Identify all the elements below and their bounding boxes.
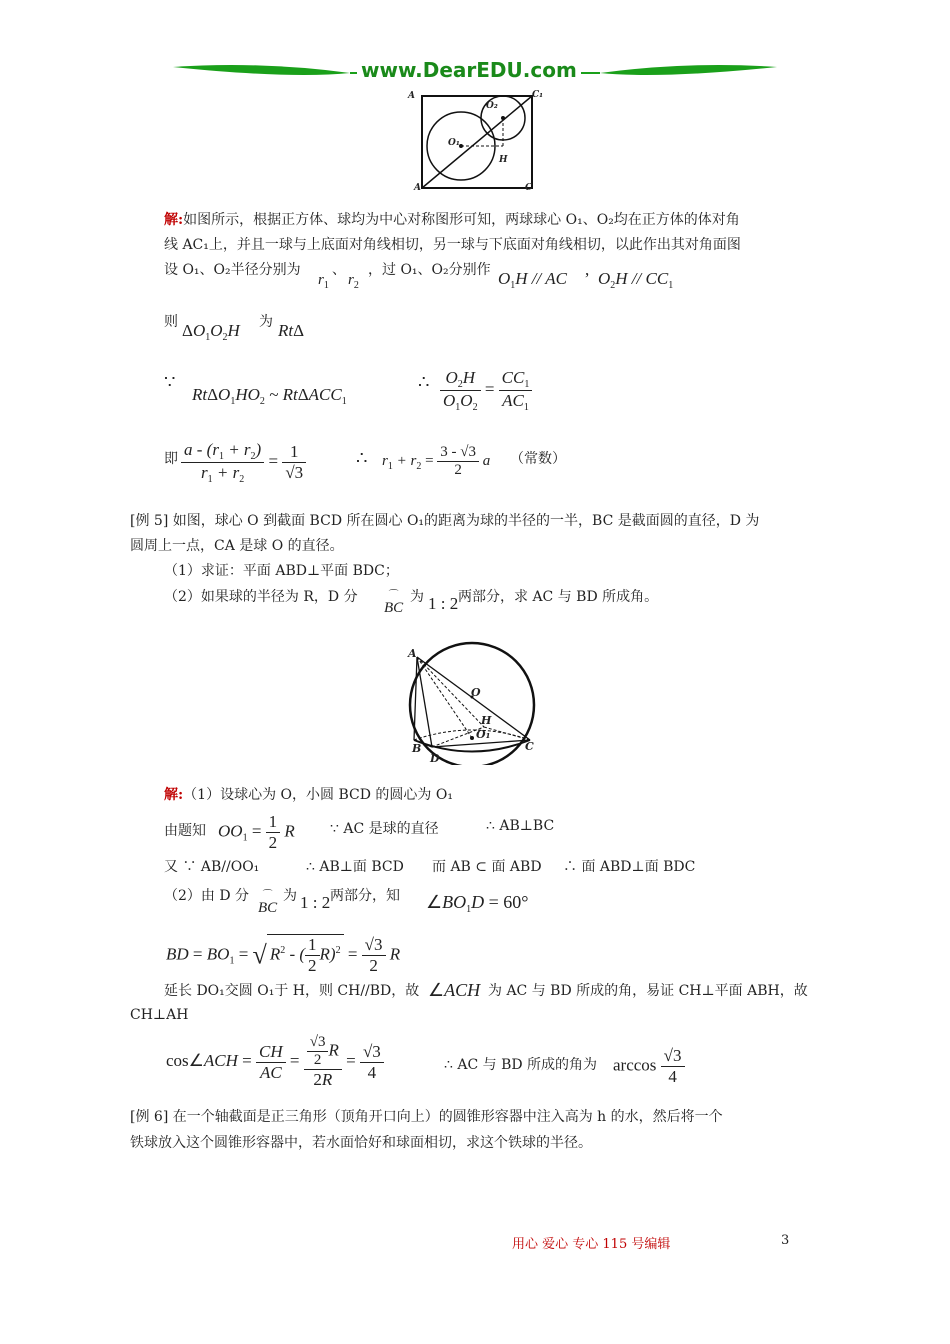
- sphere-label-b: B: [412, 742, 422, 755]
- math-bd: BD = $BO_1$ = √ $R^2$ - ( $\frac{1}{2}$ R)$^2$ = $\frac{√3}{2}$ R: [166, 935, 401, 975]
- sol2-p2b: ∵ AC 是球的直径: [330, 821, 439, 837]
- sol1-line3a: 设 O₁、O₂半径分别为: [164, 262, 301, 278]
- math-angle-bo1d: $\angle BO_1D = 60^\circ$: [426, 892, 529, 915]
- sol2-p3c: 而 AB ⊂ 面 ABD: [432, 859, 542, 875]
- edge-ad: [417, 657, 432, 747]
- sol1-because: ∵: [164, 372, 176, 392]
- sol2-p5a: 延长 DO₁交圆 O₁于 H，则 CH//BD，故: [164, 983, 420, 999]
- ex5-line2: 圆周上一点，CA 是球 O 的直径。: [130, 538, 344, 554]
- sol2-p3b: ∴ AB⊥面 BCD: [306, 859, 404, 875]
- math-ratio-a: $\frac{a - (r_1 + r_2)}{r_1 + r_2}$ = $\frac{1}{√3}$: [181, 440, 306, 485]
- label-a-bottom: A: [414, 183, 421, 193]
- math-angle-ach: ∠ACH: [428, 980, 481, 1000]
- math-r2: $r_2$: [348, 272, 359, 291]
- sphere-label-o: O: [471, 686, 481, 699]
- edge-ao1: [417, 657, 472, 738]
- sol2-p2c: ∴ AB⊥BC: [486, 818, 555, 834]
- sol2-p4c: 两部分，知: [330, 888, 400, 904]
- sol2-p4a: （2）由 D 分: [164, 888, 250, 904]
- math-oo1: $OO_1$ = $\frac{1}{2}$ R: [218, 812, 295, 852]
- label-c-bottom: C: [525, 183, 533, 193]
- math-o2h-cc1: $O_2H // CC_1$: [598, 269, 674, 291]
- math-rt-triangle: RtΔ: [278, 321, 305, 340]
- label-o2: O₂: [486, 101, 498, 111]
- sphere-label-o1: O₁: [476, 728, 491, 741]
- sol2-label: 解:: [164, 787, 184, 803]
- sphere-label-h: H: [481, 714, 492, 727]
- page-number: 3: [781, 1233, 790, 1248]
- sphere-label-d: D: [430, 752, 440, 765]
- ex5-line1: [例 5] 如图，球心 O 到截面 BCD 所在圆心 O₁的距离为球的半径的一半，BC 是截面圆的直径，D 为: [130, 513, 760, 529]
- ex5-q2a: （2）如果球的半径为 R，D 分: [164, 589, 358, 605]
- sol1-label: 解:: [164, 212, 184, 228]
- math-comma: ,: [585, 260, 590, 279]
- sol1-line3c: ，过 O₁、O₂分别作: [368, 262, 491, 278]
- sphere-label-c: C: [525, 740, 534, 753]
- sol2-p3d: ∴ 面 ABD⊥面 BDC: [563, 859, 696, 875]
- math-o1h-ac: $O_1H$ // AC: [498, 269, 567, 291]
- sphere-outline: [410, 643, 534, 765]
- sol1-line3b: 、: [332, 262, 346, 278]
- sol1-line2: 线 AC₁上，并且一球与上底面对角线相切，另一球与下底面对角线相切，以此作出其对角面图: [164, 237, 741, 253]
- math-r1: $r_1$: [318, 272, 329, 291]
- sol2-p3a: 又 ∵ AB//OO₁: [164, 859, 260, 875]
- label-o1: O₁: [448, 138, 460, 148]
- center-o1: [470, 736, 474, 740]
- edge-hc: [484, 727, 530, 740]
- figure-sphere: [400, 635, 545, 765]
- sol2-p7: ∴ AC 与 BD 所成的角为: [444, 1057, 598, 1073]
- diagonal-ac1: [422, 96, 532, 188]
- sol2-p6: CH⊥AH: [130, 1007, 189, 1023]
- right-swoosh: [600, 65, 777, 75]
- sol2-p4b: 为: [283, 888, 297, 904]
- sol1-line1: 解:如图所示，根据正方体、球均为中心对称图形可知，两球球心 O₁、O₂均在正方体的体对角: [164, 212, 740, 228]
- math-sum-r: $r_1 + r_2$ = $\frac{3 - √3}{2}$ a: [382, 444, 491, 478]
- ex5-q2c: 两部分，求 AC 与 BD 所成角。: [458, 589, 659, 605]
- label-h: H: [499, 155, 508, 165]
- math-arc-bc-2: ⌒ BC: [258, 900, 277, 917]
- math-arccos: arccos $\frac{√3}{4}$: [613, 1046, 685, 1087]
- math-arc-bc: ⌒ BC: [384, 600, 403, 617]
- label-c1: C₁: [532, 90, 544, 100]
- sol1-ji: 即: [164, 451, 178, 467]
- sphere-label-a: A: [408, 647, 417, 660]
- sol2-p5b: 为 AC 与 BD 所成的角，易证 CH⊥平面 ABH，故: [488, 983, 808, 999]
- sol1-changshu: （常数）: [510, 451, 566, 467]
- ex5-q2b: 为: [410, 589, 424, 605]
- math-ratio-12: 1 : 2: [428, 594, 459, 613]
- math-ratio: $\frac{O_2H}{O_1O_2}$ = $\frac{CC_1}{AC_1}$: [440, 368, 532, 413]
- sol1-therefore: ∴: [418, 372, 430, 392]
- sol1-wei: 为: [259, 314, 273, 330]
- sol1-therefore-2: ∴: [356, 448, 368, 468]
- footer-text: 用心 爱心 专心 115 号编辑: [512, 1237, 671, 1252]
- math-cos-ach: cos∠ACH = $\frac{CH}{AC}$ = $\frac{√3}{2}$ R 2R = $\frac{√3}{4}$: [166, 1034, 384, 1090]
- math-ratio-12-b: 1 : 2: [300, 893, 331, 912]
- math-triangle-o1o2h: $\Delta O_1O_2H$: [182, 321, 240, 343]
- sol2-p2a: 由题知: [164, 823, 206, 839]
- ex6-line1: [例 6] 在一个轴截面是正三角形（顶角开口向上）的圆锥形容器中注入高为 h 的水，然后将一个: [130, 1109, 723, 1125]
- ex6-line2: 铁球放入这个圆锥形容器中，若水面恰好和球面相切，求这个铁球的半径。: [130, 1135, 592, 1151]
- sol1-ze: 则: [164, 314, 178, 330]
- figure-cube-spheres: [405, 90, 550, 195]
- label-a-top: A: [408, 91, 415, 101]
- left-swoosh: [173, 65, 350, 75]
- sol2-p1: 解:（1）设球心为 O，小圆 BCD 的圆心为 O₁: [164, 787, 453, 803]
- center-o2: [501, 116, 505, 120]
- site-title[interactable]: www.DearEDU.com: [357, 58, 581, 82]
- math-similar: $Rt\Delta O_1HO_2$ ~ RtΔACC$_1$: [192, 385, 347, 407]
- ex5-q1: （1）求证：平面 ABD⊥平面 BDC；: [164, 563, 399, 579]
